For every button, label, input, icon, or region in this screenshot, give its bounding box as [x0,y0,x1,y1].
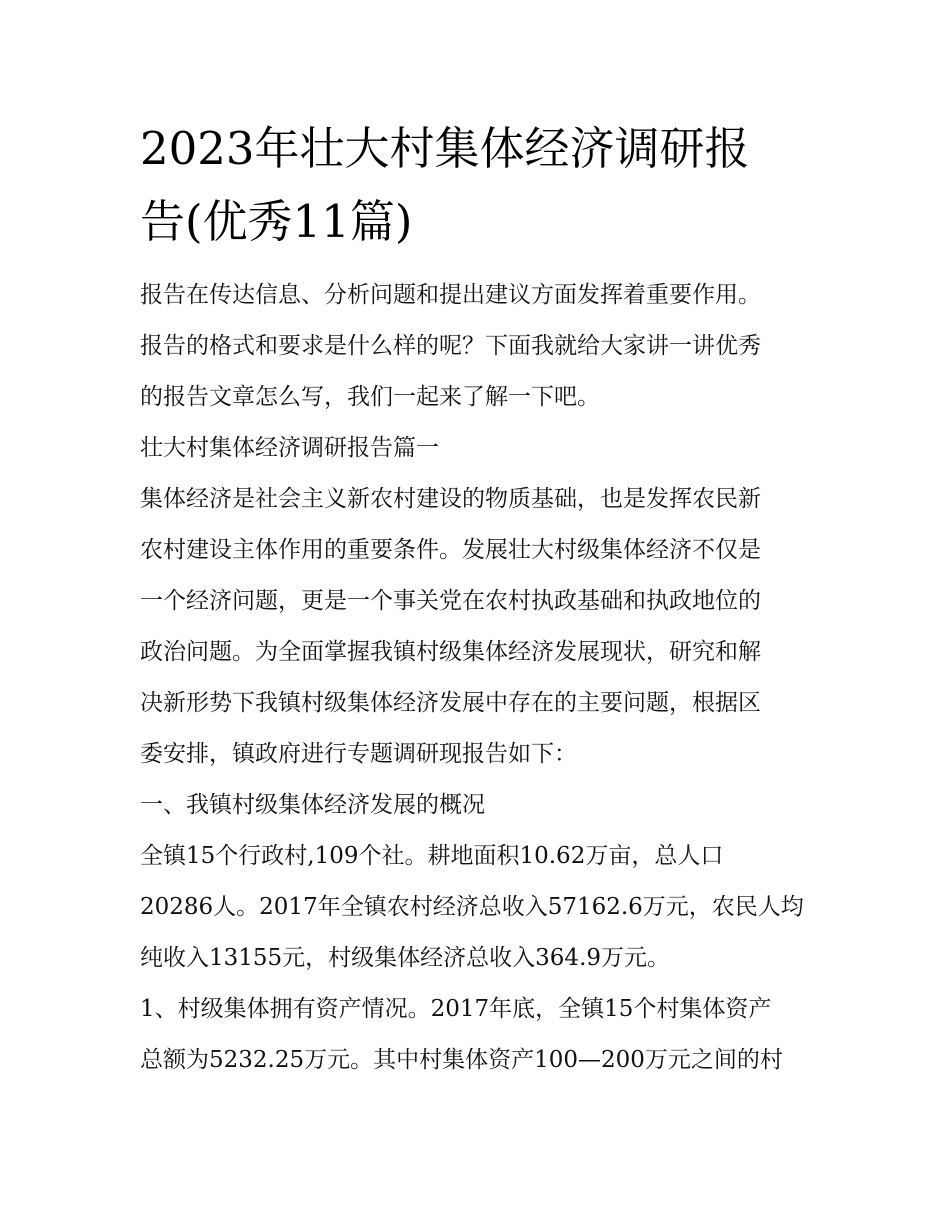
text-line: 总额为5232.25万元。其中村集体资产100—200万元之间的村 [140,1047,783,1073]
text-line: 报告在传达信息、分析问题和提出建议方面发挥着重要作用。 [140,282,761,308]
text-line: 20286人。2017年全镇农村经济总收入57162.6万元，农民人均 [140,894,804,920]
document-body [140,112,812,1086]
title-line-2: 告(优秀11篇) [140,195,413,248]
title-line-1: 2023年壮大村集体经济调研报 [140,122,750,175]
section-heading: 壮大村集体经济调研报告篇一 [140,435,439,461]
section-heading: 一、我镇村级集体经济发展的概况 [140,792,485,818]
text-line: 农村建设主体作用的重要条件。发展壮大村级集体经济不仅是 [140,537,761,563]
text-line: 报告的格式和要求是什么样的呢？下面我就给大家讲一讲优秀 [140,333,761,359]
document-title [140,112,812,258]
text-line: 委安排，镇政府进行专题调研现报告如下： [140,741,577,767]
text-line: 纯收入13155元，村级集体经济总收入364.9万元。 [140,945,671,971]
text-line: 全镇15个行政村,109个社。耕地面积10.62万亩，总人口 [140,843,724,869]
text-line: 的报告文章怎么写，我们一起来了解一下吧。 [140,384,600,410]
text-line: 政治问题。为全面掌握我镇村级集体经济发展现状，研究和解 [140,639,761,665]
text-line: 决新形势下我镇村级集体经济发展中存在的主要问题，根据区 [140,690,761,716]
document-text [140,270,812,1086]
text-line: 集体经济是社会主义新农村建设的物质基础，也是发挥农民新 [140,486,761,512]
text-line: 一个经济问题，更是一个事关党在农村执政基础和执政地位的 [140,588,761,614]
text-line: 1、村级集体拥有资产情况。2017年底，全镇15个村集体资产 [140,996,772,1022]
